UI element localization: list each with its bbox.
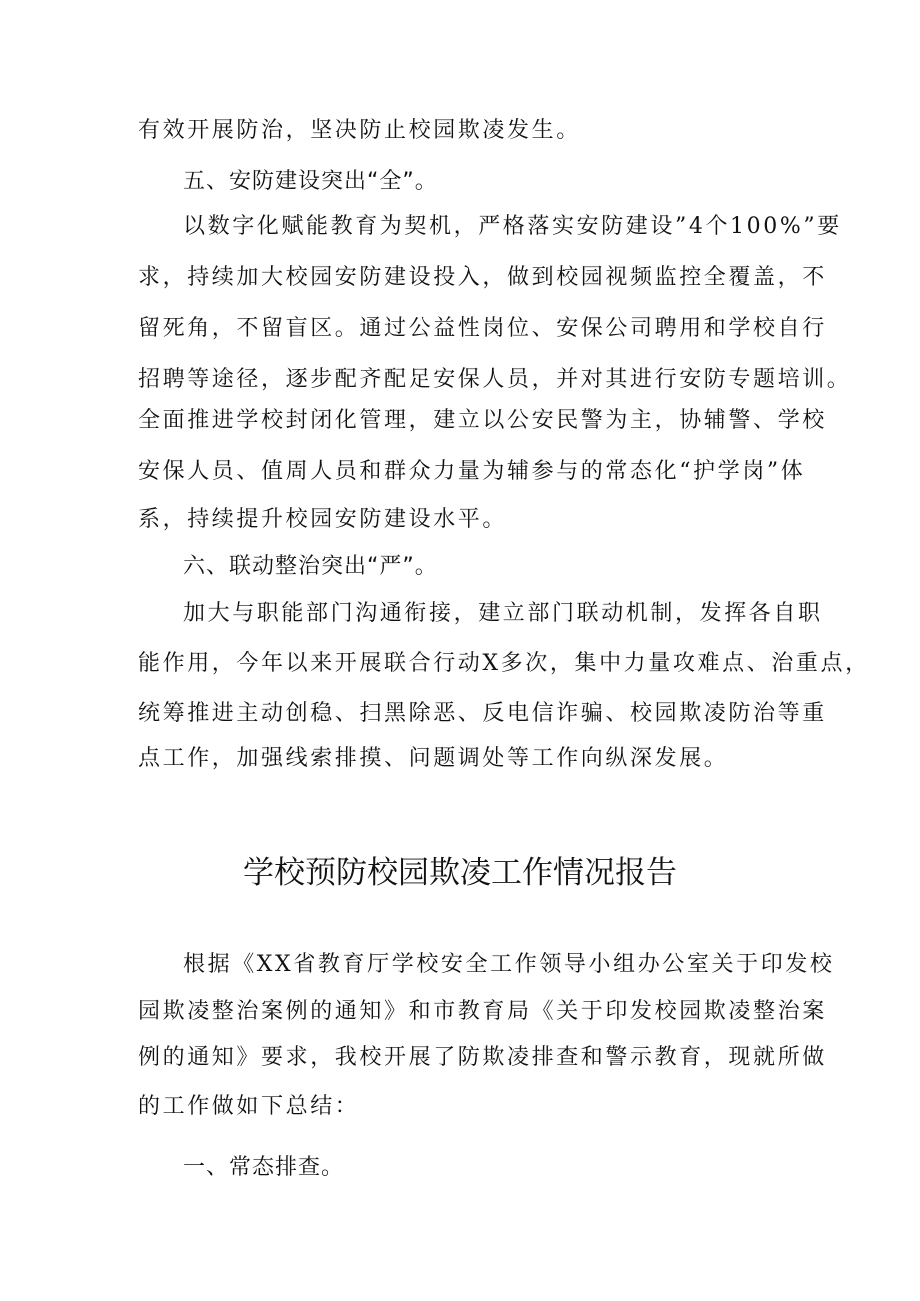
paragraph-line: 点工作，加强线索排摸、问题调处等工作向纵深发展。 [138, 746, 729, 771]
document-title: 学校预防校园欺凌工作情况报告 [243, 855, 677, 891]
paragraph-line: 全面推进学校封闭化管理，建立以公安民警为主，协辅警、学校 [138, 408, 827, 433]
section-heading-6: 六、联动整治突出“严”。 [183, 554, 438, 579]
paragraph-line: 加大与职能部门沟通衔接，建立部门联动机制，发挥各自职 [183, 601, 823, 626]
paragraph-line: 安保人员、值周人员和群众力量为辅参与的常态化“护学岗”体 [138, 459, 806, 484]
paragraph-line: 能作用，今年以来开展联合行动X多次，集中力量攻难点、治重点， [138, 651, 870, 676]
paragraph-line: 统筹推进主动创稳、扫黑除恶、反电信诈骗、校园欺凌防治等重 [138, 701, 827, 726]
paragraph-line: 例的通知》要求，我校开展了防欺凌排查和警示教育，现就所做 [138, 1045, 827, 1070]
section-heading-1: 一、常态排查。 [183, 1155, 345, 1180]
paragraph-line: 以数字化赋能教育为契机，严格落实安防建设”4个100%”要 [183, 214, 842, 239]
paragraph-line: 求，持续加大校园安防建设投入，做到校园视频监控全覆盖，不 [138, 265, 827, 290]
paragraph-line: 有效开展防治，坚决防止校园欺凌发生。 [138, 118, 581, 143]
section-heading-5: 五、安防建设突出“全”。 [183, 169, 438, 194]
paragraph-line: 的工作做如下总结： [138, 1094, 360, 1119]
paragraph-line: 系，持续提升校园安防建设水平。 [138, 507, 508, 532]
paragraph-line: 招聘等途径，逐步配齐配足安保人员，并对其进行安防专题培训。 [138, 367, 852, 392]
paragraph-line: 留死角，不留盲区。通过公益性岗位、安保公司聘用和学校自行 [138, 316, 827, 341]
paragraph-line: 园欺凌整治案例的通知》和市教育局《关于印发校园欺凌整治案 [138, 999, 827, 1024]
paragraph-line: 根据《XX省教育厅学校安全工作领导小组办公室关于印发校 [183, 952, 835, 977]
